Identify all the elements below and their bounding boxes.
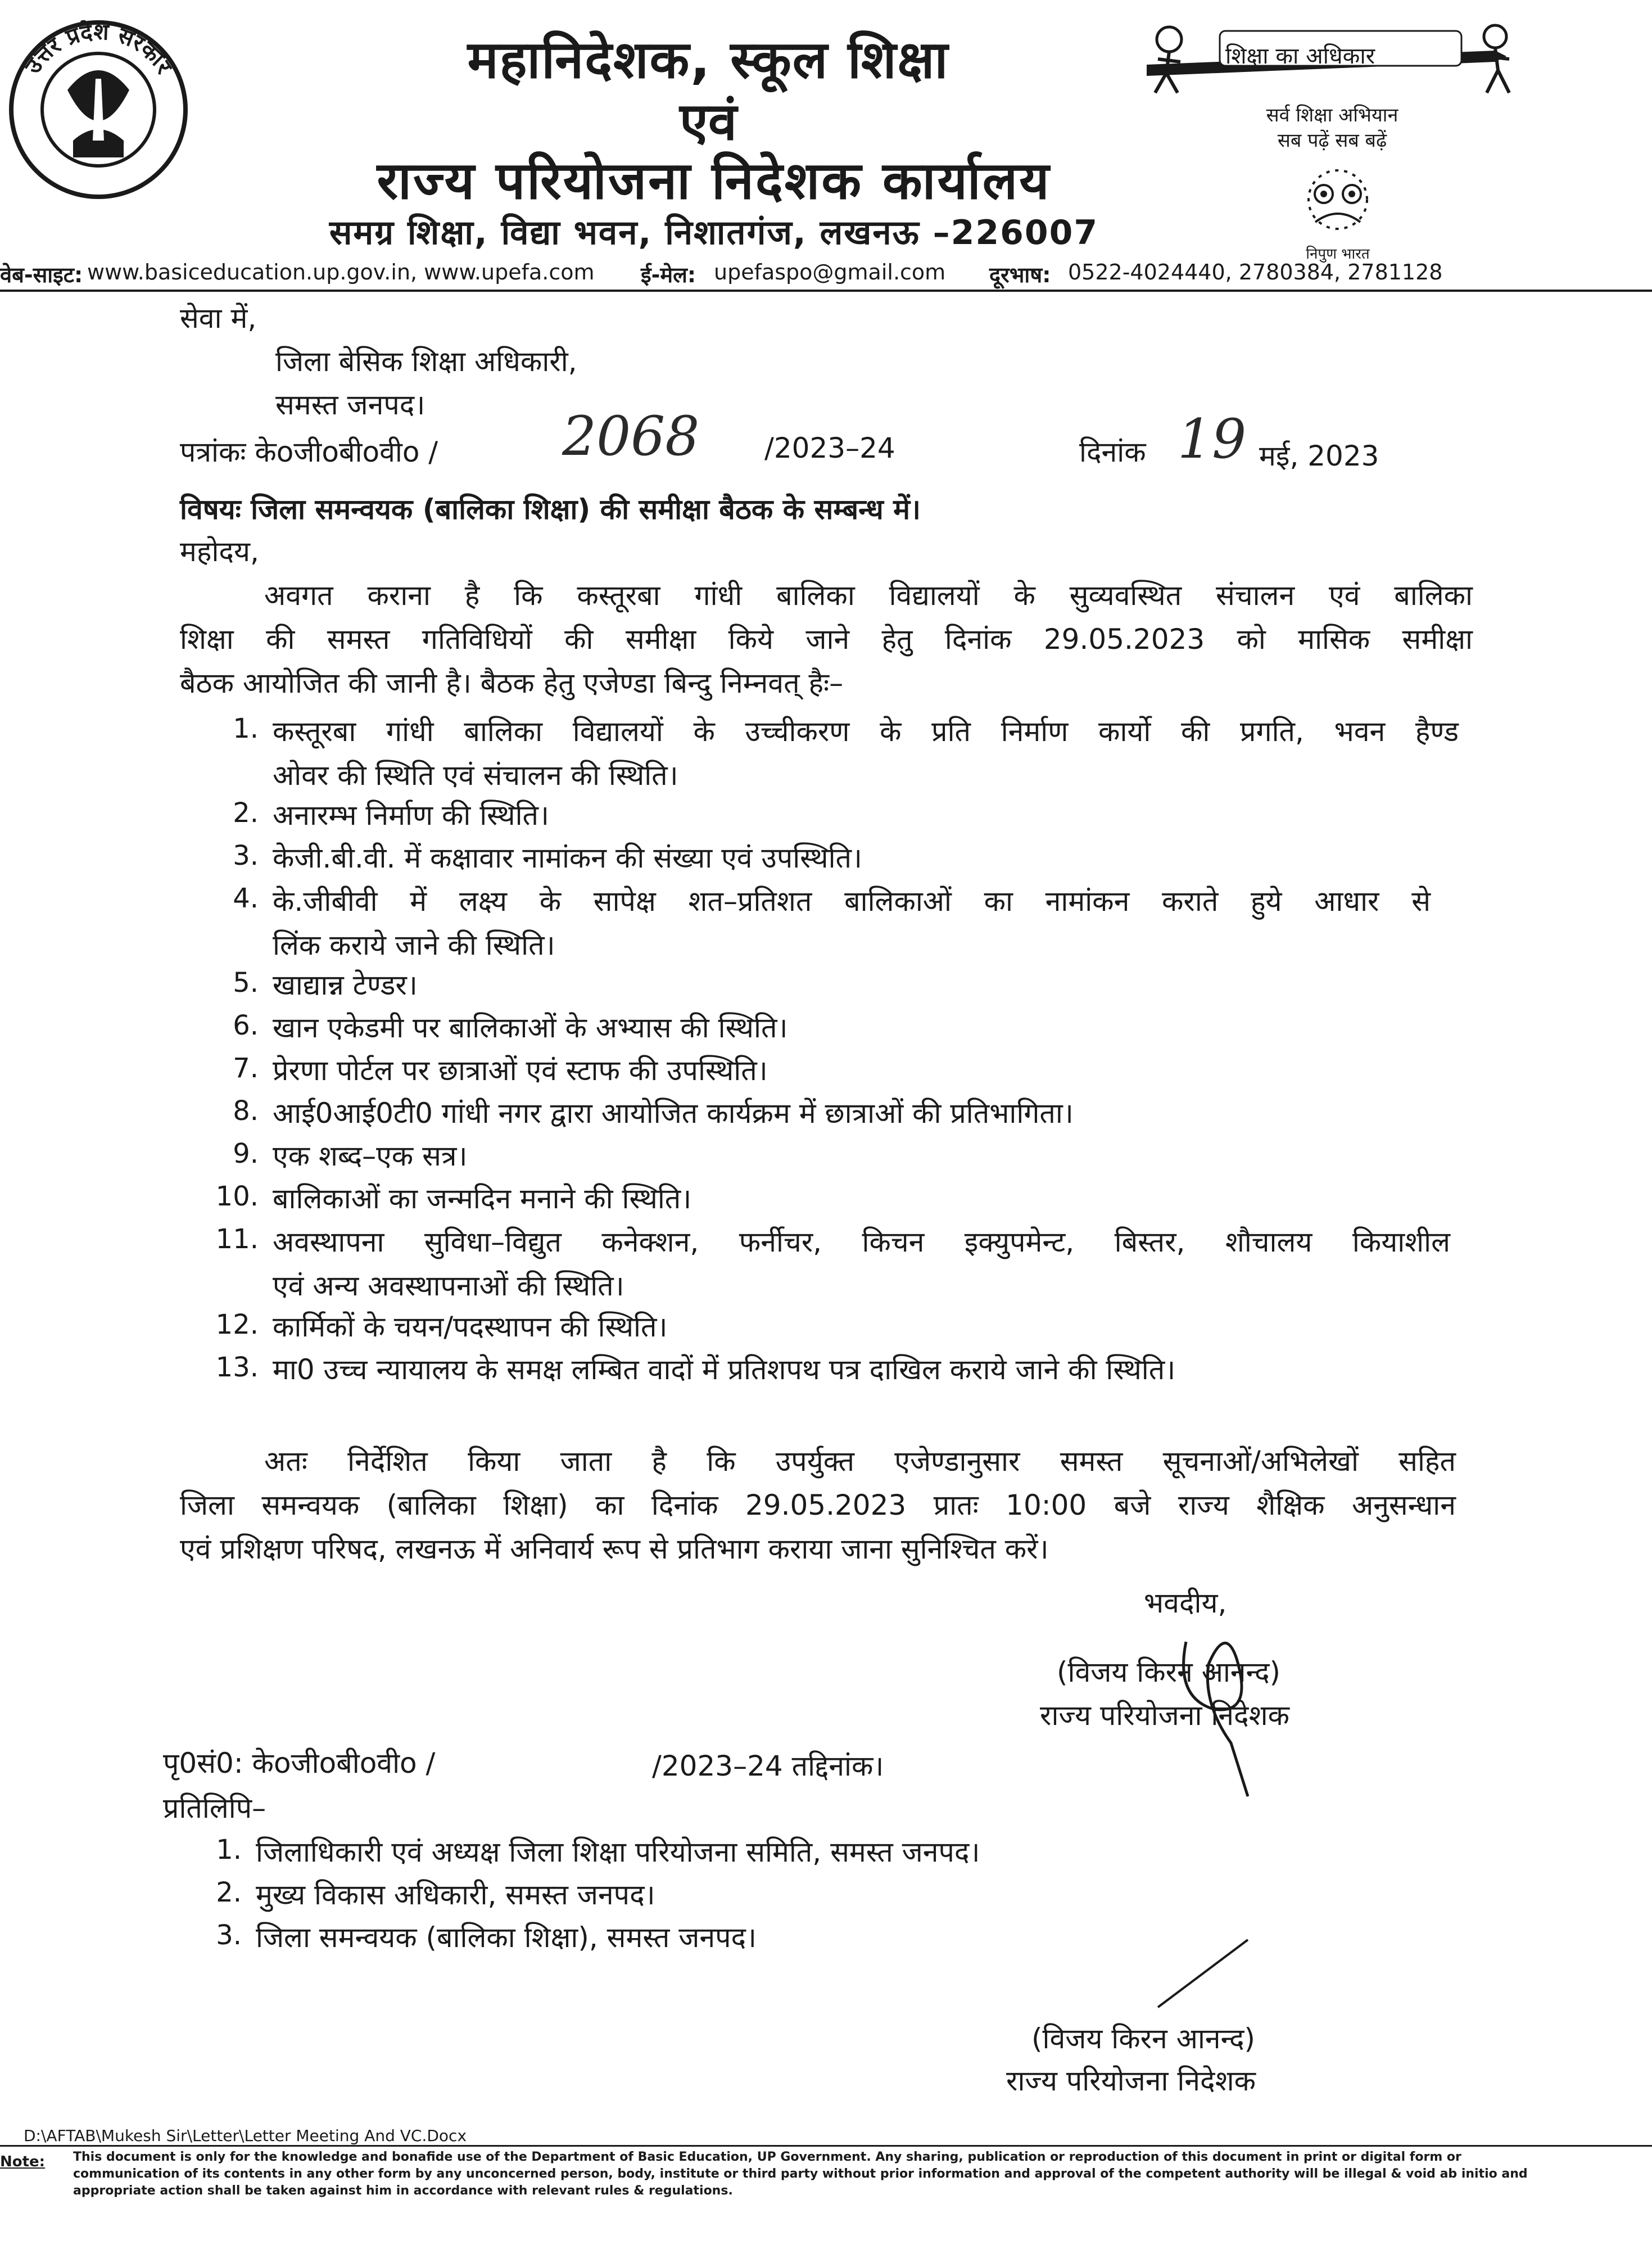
copy-item-2: मुख्य विकास अधिकारी, समस्त जनपद। (256, 1878, 655, 1911)
email-address[interactable]: upefaspo@gmail.com (714, 260, 946, 284)
signatory-designation-2: राज्य परियोजना निदेशक (1006, 2065, 1256, 2097)
intro-line-3: बैठक आयोजित की जानी है। बैठक हेतु एजेण्डा बिन्दु निम्नवत् हैः– (180, 667, 844, 699)
agenda-item-10: बालिकाओं का जन्मदिन मनाने की स्थिति। (273, 1182, 692, 1215)
agenda-item-2: अनारम्भ निर्माण की स्थिति। (273, 799, 549, 832)
phone-numbers: 0522-4024440, 2780384, 2781128 (1068, 260, 1443, 284)
ref-label: पत्रांकः केoजीoबीoवीo / (180, 436, 438, 468)
letterhead-divider (0, 290, 1652, 292)
copy-number: 3. (216, 1920, 242, 1951)
agenda-number: 8. (233, 1095, 259, 1127)
signatory-designation: राज्य परियोजना निदेशक (1040, 1699, 1289, 1732)
website-label: वेब-साइट: (0, 263, 83, 287)
directive-line-3: एवं प्रशिक्षण परिषद, लखनऊ में अनिवार्य रूप से प्रतिभाग कराया जाना सुनिश्चित करें। (180, 1533, 1049, 1565)
address-line-3: समस्त जनपद। (275, 389, 426, 421)
directive-line-2: जिला समन्वयक (बालिका शिक्षा) का दिनांक 29.05.2023 प्रातः 10:00 बजे राज्य शैक्षिक अनुसन्धान (180, 1489, 1456, 1521)
agenda-number: 3. (233, 840, 259, 871)
agenda-number: 6. (233, 1010, 259, 1041)
agenda-item-8: आई0आई0टी0 गांधी नगर द्वारा आयोजित कार्यक्रम में छात्राओं की प्रतिभागिता। (273, 1097, 1074, 1130)
ssa-line-2: सब पढ़ें सब बढ़ें (1277, 129, 1387, 152)
agenda-number: 10. (215, 1181, 259, 1212)
agenda-item-6: खान एकेडमी पर बालिकाओं के अभ्यास की स्थिति। (273, 1011, 788, 1044)
closing-text: भवदीय, (1144, 1587, 1227, 1619)
agenda-item-11-line-1: अवस्थापना सुविधा–विद्युत कनेक्शन, फर्नीचर, किचन इक्युपमेन्ट, बिस्तर, शौचालय कियाशील (273, 1226, 1450, 1258)
website-links[interactable]: www.basiceducation.up.gov.in, www.upefa.com (87, 260, 595, 284)
intro-line-1: अवगत कराना है कि कस्तूरबा गांधी बालिका विद्यालयों के सुव्यवस्थित संचालन एवं बालिका (264, 579, 1473, 612)
file-path: D:\AFTAB\Mukesh Sir\Letter\Letter Meeting And VC.Docx (24, 2126, 467, 2145)
office-title-line-3: राज्य परियोजना निदेशक कार्यालय (377, 151, 1051, 211)
disclaimer-note: This document is only for the knowledge and bonafide use of the Department of Basic Education, UP Government. Any sharing, publication or reproduction of this document in print or digital form or communication of its contents in any other form by any unconcerned person, body, institute or third party without prior information and approval of the competent authority will be illegal & void ab initio and appropriate action shall be taken against him in accordance with relevant rules & regulations. (73, 2150, 1528, 2198)
agenda-item-4 (273, 879, 1431, 967)
initial-stroke (1152, 1934, 1253, 2013)
agenda-item-7: प्रेरणा पोर्टल पर छात्राओं एवं स्टाफ की उपस्थिति। (273, 1054, 768, 1087)
endorsement-ref-suffix: /2023–24 तद्दिनांक। (652, 1750, 884, 1782)
address-line-1: सेवा में, (180, 302, 257, 335)
agenda-item-1 (273, 710, 1459, 797)
agenda-number: 7. (233, 1053, 259, 1084)
office-title-line-2: एवं (679, 92, 737, 152)
ssa-line-1: सर्व शिक्षा अभियान (1266, 104, 1398, 127)
agenda-item-1-line-1: कस्तूरबा गांधी बालिका विद्यालयों के उच्चीकरण के प्रति निर्माण कार्यो की प्रगति, भवन हैण्ड (273, 715, 1459, 748)
rte-label: शिक्षा का अधिकार (1225, 43, 1375, 69)
nipun-bharat-label: निपुण भारत (1306, 246, 1370, 263)
copy-number: 2. (216, 1877, 242, 1908)
ref-handwritten-number: 2068 (562, 405, 700, 468)
date-label: दिनांक (1079, 436, 1146, 468)
agenda-item-11-line-2: एवं अन्य अवस्थापनाओं की स्थिति। (273, 1270, 624, 1302)
copy-item-3: जिला समन्वयक (बालिका शिक्षा), समस्त जनपद। (256, 1921, 757, 1954)
office-title-line-1: महानिदेशक, स्कूल शिक्षा (467, 30, 949, 90)
agenda-number: 12. (215, 1309, 259, 1340)
agenda-number: 9. (233, 1138, 259, 1169)
seal-text: उत्तर प्रदेश सरकार (20, 19, 177, 79)
copy-item-1: जिलाधिकारी एवं अध्यक्ष जिला शिक्षा परियोजना समिति, समस्त जनपद। (256, 1836, 980, 1868)
agenda-item-12: कार्मिकों के चयन/पदस्थापन की स्थिति। (273, 1311, 668, 1343)
svg-text:उत्तर प्रदेश सरकार (20, 19, 178, 79)
office-address: समग्र शिक्षा, विद्या भवन, निशातगंज, लखनऊ –226007 (329, 213, 1099, 252)
footer-divider (0, 2145, 1652, 2147)
agenda-item-4-line-2: लिंक कराये जाने की स्थिति। (273, 929, 555, 961)
signatory-name-2: (विजय किरन आनन्द) (1031, 2022, 1256, 2055)
address-line-2: जिला बेसिक शिक्षा अधिकारी, (275, 345, 577, 378)
salutation: महोदय, (180, 535, 259, 568)
agenda-item-1-line-2: ओवर की स्थिति एवं संचालन की स्थिति। (273, 759, 678, 792)
agenda-item-4-line-1: के.जीबीवी में लक्ष्य के सापेक्ष शत–प्रतिशत बालिकाओं का नामांकन कराते हुये आधार से (273, 885, 1431, 918)
intro-paragraph (180, 573, 1473, 705)
email-label: ई-मेल: (641, 263, 696, 287)
subject-line: विषयः जिला समन्वयक (बालिका शिक्षा) की समीक्षा बैठक के सम्बन्ध में। (180, 493, 921, 526)
endorsement-ref-label: पृ0सं0: केoजीoबीoवीo / (163, 1747, 436, 1780)
agenda-item-9: एक शब्द–एक सत्र। (273, 1140, 468, 1172)
nipun-bharat-logo-icon (1282, 160, 1394, 250)
agenda-item-3: केजी.बी.वी. में कक्षावार नामांकन की संख्या एवं उपस्थिति। (273, 842, 862, 874)
copy-number: 1. (216, 1834, 242, 1866)
agenda-number: 4. (233, 883, 259, 914)
agenda-item-5: खाद्यान्न टेण्डर। (273, 969, 418, 1001)
copy-label: प्रतिलिपि– (163, 1792, 266, 1825)
directive-paragraph (180, 1439, 1456, 1571)
handwritten-day: 19 (1178, 408, 1247, 471)
directive-line-1: अतः निर्देशित किया जाता है कि उपर्युक्त एजेण्डानुसार समस्त सूचनाओं/अभिलेखों सहित (264, 1445, 1456, 1478)
agenda-number: 5. (233, 967, 259, 999)
phone-label: दूरभाष: (989, 263, 1051, 287)
signatory-name: (विजय किरन आनन्द) (1057, 1656, 1281, 1688)
note-label: Note: (0, 2153, 46, 2170)
agenda-item-13: मा0 उच्च न्यायालय के समक्ष लम्बित वादों में प्रतिशपथ पत्र दाखिल कराये जाने की स्थिति। (273, 1353, 1176, 1386)
agenda-number: 2. (233, 797, 259, 829)
intro-line-2: शिक्षा की समस्त गतिविधियों की समीक्षा किये जाने हेतु दिनांक 29.05.2023 को मासिक समीक्षा (180, 623, 1473, 656)
date-month-year: मई, 2023 (1259, 440, 1379, 472)
agenda-number: 13. (215, 1352, 259, 1383)
agenda-item-11 (273, 1220, 1450, 1308)
agenda-number: 1. (233, 713, 259, 744)
ref-year: /2023–24 (764, 432, 895, 464)
agenda-number: 11. (215, 1223, 259, 1255)
up-government-seal-icon (6, 17, 191, 202)
